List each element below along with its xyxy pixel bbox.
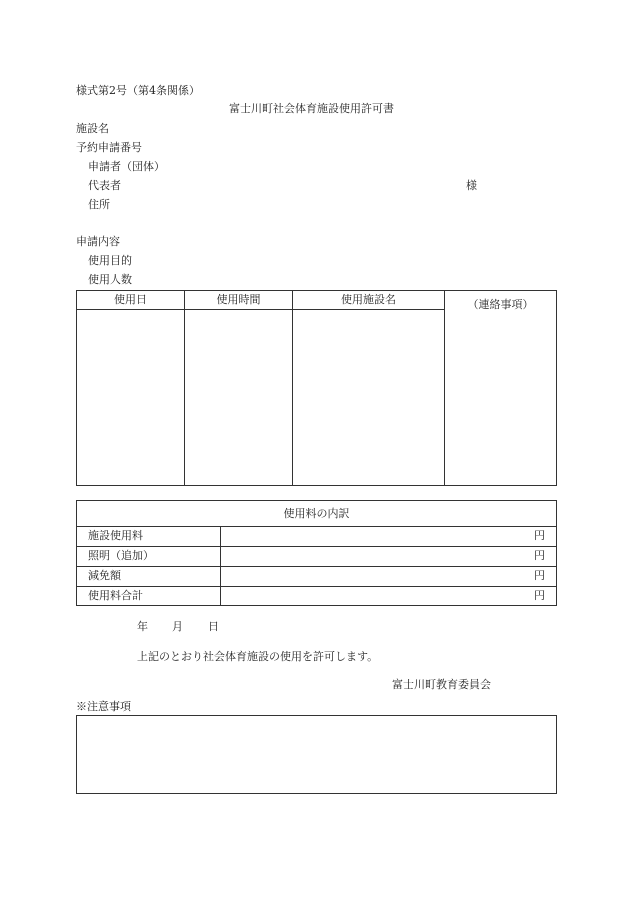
issuer: 富士川町教育委員会 <box>392 678 491 691</box>
fee-table-divider <box>220 526 221 606</box>
fee-row-label: 照明（追加） <box>88 549 154 562</box>
fee-yen-unit: 円 <box>534 569 545 582</box>
date-month: 月 <box>172 620 183 633</box>
fee-yen-unit: 円 <box>534 549 545 562</box>
fee-yen-unit: 円 <box>534 529 545 542</box>
notes-box[interactable] <box>76 715 557 794</box>
usage-date-cell[interactable] <box>77 310 184 485</box>
representative-label: 代表者 <box>88 179 121 192</box>
fee-row-label: 減免額 <box>88 569 121 582</box>
fee-table-title: 使用料の内訳 <box>283 507 350 520</box>
date-day: 日 <box>208 620 219 633</box>
permission-statement: 上記のとおり社会体育施設の使用を許可します。 <box>137 650 379 663</box>
fee-table-line <box>76 586 557 587</box>
facility-name-label: 施設名 <box>76 122 109 135</box>
fee-row-label: 使用料合計 <box>88 589 143 602</box>
form-number: 様式第2号（第4条関係） <box>76 84 200 97</box>
page-title: 富士川町社会体育施設使用許可書 <box>229 102 394 115</box>
col-contact-notes: （連絡事項） <box>467 298 534 311</box>
notes-label: ※注意事項 <box>76 700 131 713</box>
honorific: 様 <box>466 179 477 192</box>
fee-table-line <box>76 566 557 567</box>
fee-yen-unit: 円 <box>534 589 545 602</box>
usage-time-cell[interactable] <box>185 310 292 485</box>
address-label: 住所 <box>88 198 110 211</box>
purpose-label: 使用目的 <box>88 254 132 267</box>
fee-row-label: 施設使用料 <box>88 529 143 542</box>
fee-table-line <box>76 546 557 547</box>
col-facility-name: 使用施設名 <box>341 293 396 306</box>
reservation-number-label: 予約申請番号 <box>76 141 142 154</box>
date-year: 年 <box>137 620 148 633</box>
contact-notes-cell[interactable] <box>445 318 556 485</box>
col-usage-time: 使用時間 <box>216 293 261 306</box>
fee-table-line <box>76 526 557 527</box>
applicant-label: 申請者（団体） <box>88 160 165 173</box>
col-usage-date: 使用日 <box>114 293 147 306</box>
headcount-label: 使用人数 <box>88 273 132 286</box>
facility-name-cell[interactable] <box>293 310 444 485</box>
application-section-label: 申請内容 <box>76 235 120 248</box>
